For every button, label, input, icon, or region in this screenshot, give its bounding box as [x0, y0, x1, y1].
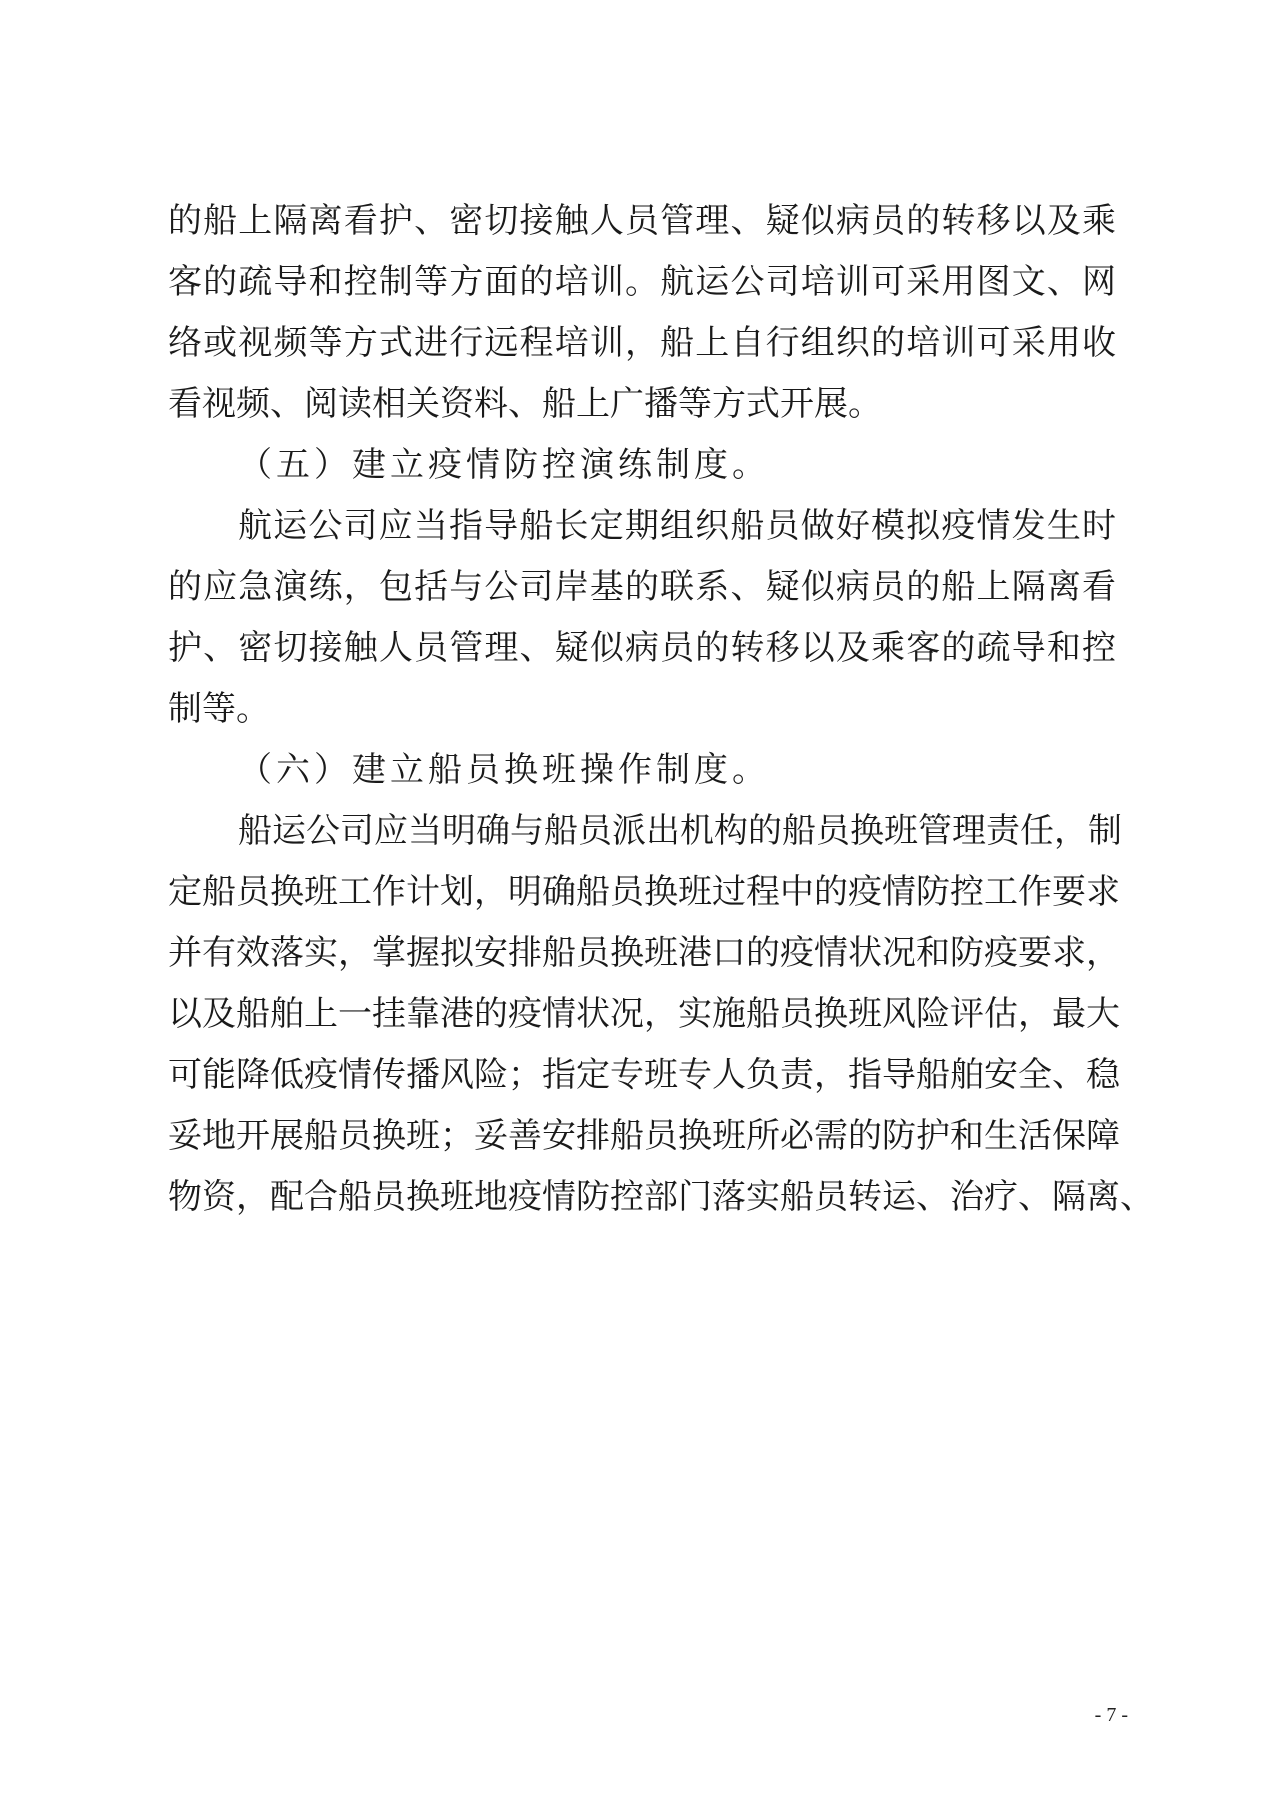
body-line-4: 看视频、阅读相关资料、船上广播等方式开展。	[168, 384, 882, 424]
body-line-15: 可能降低疫情传播风险；指定专班专人负责，指导船舶安全、稳	[168, 1055, 1120, 1095]
body-line-12: 定船员换班工作计划，明确船员换班过程中的疫情防控工作要求	[168, 872, 1120, 912]
body-line-9: 制等。	[168, 689, 270, 729]
body-line-2: 客的疏导和控制等方面的培训。航运公司培训可采用图文、网	[168, 262, 1116, 302]
body-line-3: 络或视频等方式进行远程培训，船上自行组织的培训可采用收	[168, 323, 1116, 363]
body-line-7: 的应急演练，包括与公司岸基的联系、疑似病员的船上隔离看	[168, 567, 1116, 607]
body-line-13: 并有效落实，掌握拟安排船员换班港口的疫情状况和防疫要求，	[168, 933, 1120, 973]
section-heading-6: （六）建立船员换班操作制度。	[238, 750, 770, 790]
body-line-16: 妥地开展船员换班；妥善安排船员换班所必需的防护和生活保障	[168, 1116, 1120, 1156]
body-line-17: 物资，配合船员换班地疫情防控部门落实船员转运、治疗、隔离、	[168, 1177, 1154, 1217]
body-line-11: 船运公司应当明确与船员派出机构的船员换班管理责任，制	[238, 811, 1122, 851]
body-line-14: 以及船舶上一挂靠港的疫情状况，实施船员换班风险评估，最大	[168, 994, 1120, 1034]
body-line-6: 航运公司应当指导船长定期组织船员做好模拟疫情发生时	[238, 506, 1116, 546]
body-line-1: 的船上隔离看护、密切接触人员管理、疑似病员的转移以及乘	[168, 201, 1116, 241]
section-heading-5: （五）建立疫情防控演练制度。	[238, 445, 770, 485]
page-number: - 7 -	[1094, 1704, 1128, 1726]
body-line-8: 护、密切接触人员管理、疑似病员的转移以及乘客的疏导和控	[168, 628, 1116, 668]
